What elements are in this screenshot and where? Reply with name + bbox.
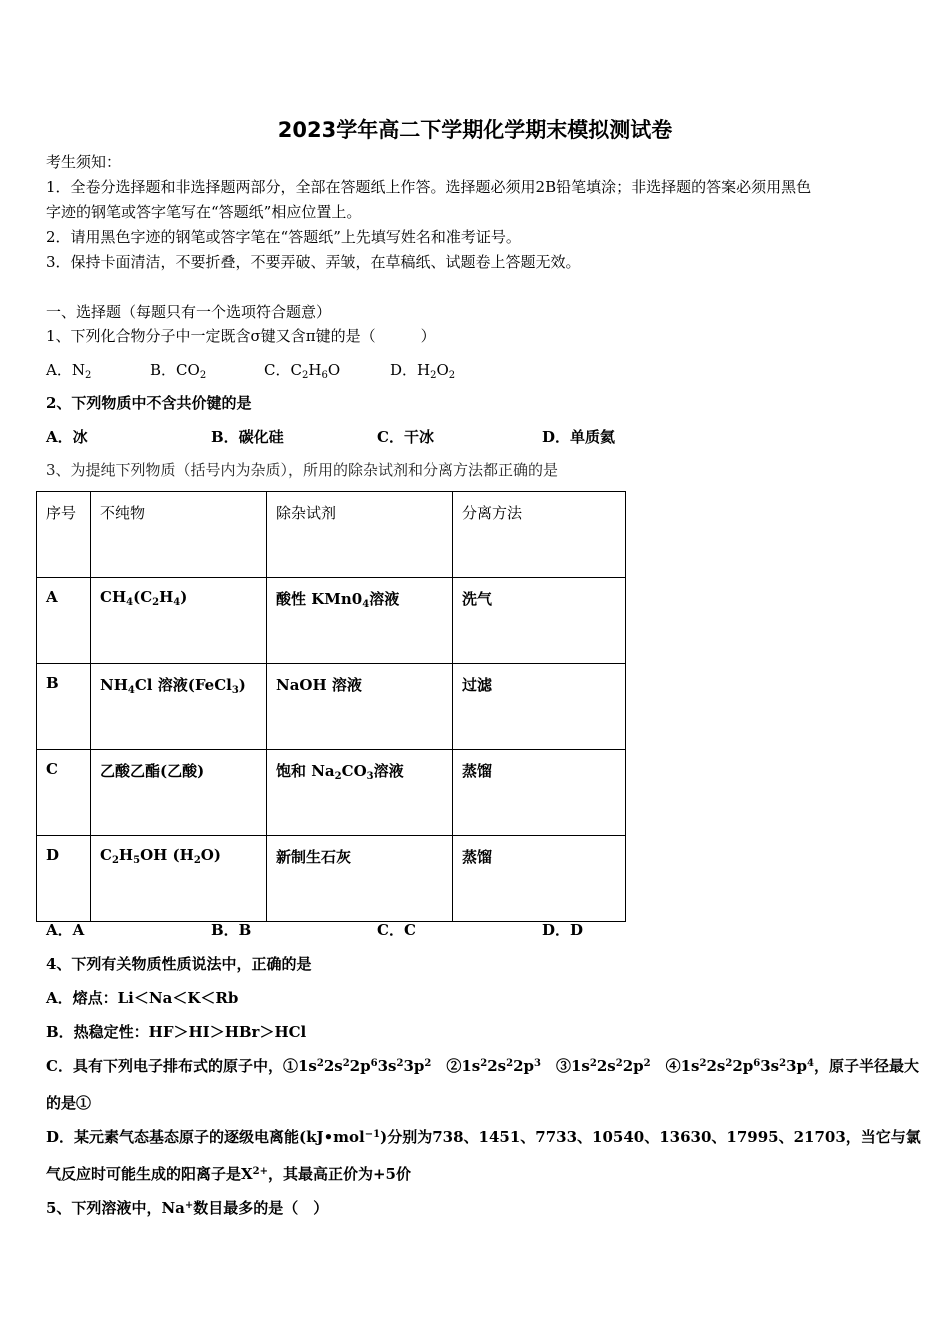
table-header-row <box>37 492 626 578</box>
row-id: C <box>37 750 91 836</box>
table-row <box>37 578 626 664</box>
row-id: A <box>37 578 91 664</box>
table-row <box>37 836 626 922</box>
question-1-stem: 1、下列化合物分子中一定既含σ键又含π键的是（ ） <box>46 327 436 345</box>
row-id: D <box>37 836 91 922</box>
q4-option-c: C．具有下列电子排布式的原子中，$①1s^22s^22p^63s^23p^2$ $②1s^22s^22p^3$ $③1s^22s^22p^2$ $④1s^22s^22p^63s^23p^4$，原子半径最大 <box>46 1057 919 1075</box>
row-reagent: 饱和 $Na_2CO_3$溶液 <box>267 750 453 836</box>
header-cell-impure: 不纯物 <box>91 492 267 578</box>
purification-table <box>36 491 626 922</box>
section-heading: 一、选择题（每题只有一个选项符合题意） <box>46 303 332 321</box>
table-row <box>37 664 626 750</box>
q2-option-c: C．干冰 <box>377 428 434 446</box>
q1-option-a: A．$N_2$ <box>46 361 92 381</box>
question-3-stem: 3、为提纯下列物质（括号内为杂质），所用的除杂试剂和分离方法都正确的是 <box>46 461 559 479</box>
question-5-stem: 5、下列溶液中，Na+数目最多的是（ ） <box>46 1199 329 1217</box>
page-title: 2023学年高二下学期化学期末模拟测试卷 <box>277 118 673 142</box>
q1-option-c: C．$C_2H_6O$ <box>264 361 341 381</box>
question-2-stem: 2、下列物质中不含共价键的是 <box>46 394 252 412</box>
row-reagent: 酸性 $KMn0_4$溶液 <box>267 578 453 664</box>
row-reagent: 新制生石灰 <box>267 836 453 922</box>
q2-option-b: B．碳化硅 <box>211 428 284 446</box>
row-impure: $NH_4Cl$ 溶液(FeCl$_3$) <box>91 664 267 750</box>
row-method: 洗气 <box>453 578 626 664</box>
row-reagent: NaOH 溶液 <box>267 664 453 750</box>
q4-option-b: B．热稳定性：HF＞HI＞HBr＞HCl <box>46 1023 307 1041</box>
q2-option-d: D．单质氦 <box>542 428 616 446</box>
header-cell-reagent: 除杂试剂 <box>267 492 453 578</box>
table-row <box>37 750 626 836</box>
q4-option-d: D．某元素气态基态原子的逐级电离能(kJ•mol$^{-1}$)分别为738、1451、7733、10540、13630、17995、21703，当它与氯 <box>46 1128 921 1146</box>
q1-option-b: B．$CO_2$ <box>150 361 207 381</box>
q2-option-a: A．冰 <box>46 428 88 446</box>
notice-line-1a: 1．全卷分选择题和非选择题两部分，全部在答题纸上作答。选择题必须用2B铅笔填涂；非选择题的答案必须用黑色 <box>46 178 812 196</box>
notice-line-1b: 字迹的钢笔或答字笔写在“答题纸”相应位置上。 <box>46 203 362 221</box>
header-cell-method: 分离方法 <box>453 492 626 578</box>
notice-line-2: 2．请用黑色字迹的钢笔或答字笔在“答题纸”上先填写姓名和准考证号。 <box>46 228 521 246</box>
q3-option-b: B．B <box>211 921 252 939</box>
row-impure: $C_2H_5OH$ $(H_2O)$ <box>91 836 267 922</box>
row-id: B <box>37 664 91 750</box>
q4-option-d-continued: 气反应时可能生成的阳离子是$X^{2+}$，其最高正价为+5价 <box>46 1165 411 1183</box>
row-method: 过滤 <box>453 664 626 750</box>
q3-option-c: C．C <box>377 921 416 939</box>
q4-option-c-continued: 的是① <box>46 1094 92 1112</box>
row-method: 蒸馏 <box>453 750 626 836</box>
q1-option-d: D．$H_2O_2$ <box>390 361 456 381</box>
notice-heading: 考生须知： <box>46 153 122 171</box>
q4-option-a: A．熔点：Li＜Na＜K＜Rb <box>46 989 239 1007</box>
q3-option-a: A．A <box>46 921 85 939</box>
question-4-stem: 4、下列有关物质性质说法中，正确的是 <box>46 955 312 973</box>
row-method: 蒸馏 <box>453 836 626 922</box>
row-impure: $CH_4(C_2H_4)$ <box>91 578 267 664</box>
notice-line-3: 3．保持卡面清洁，不要折叠，不要弄破、弄皱，在草稿纸、试题卷上答题无效。 <box>46 253 581 271</box>
header-cell-id: 序号 <box>37 492 91 578</box>
q3-option-d: D．D <box>542 921 584 939</box>
row-impure: 乙酸乙酯(乙酸) <box>91 750 267 836</box>
